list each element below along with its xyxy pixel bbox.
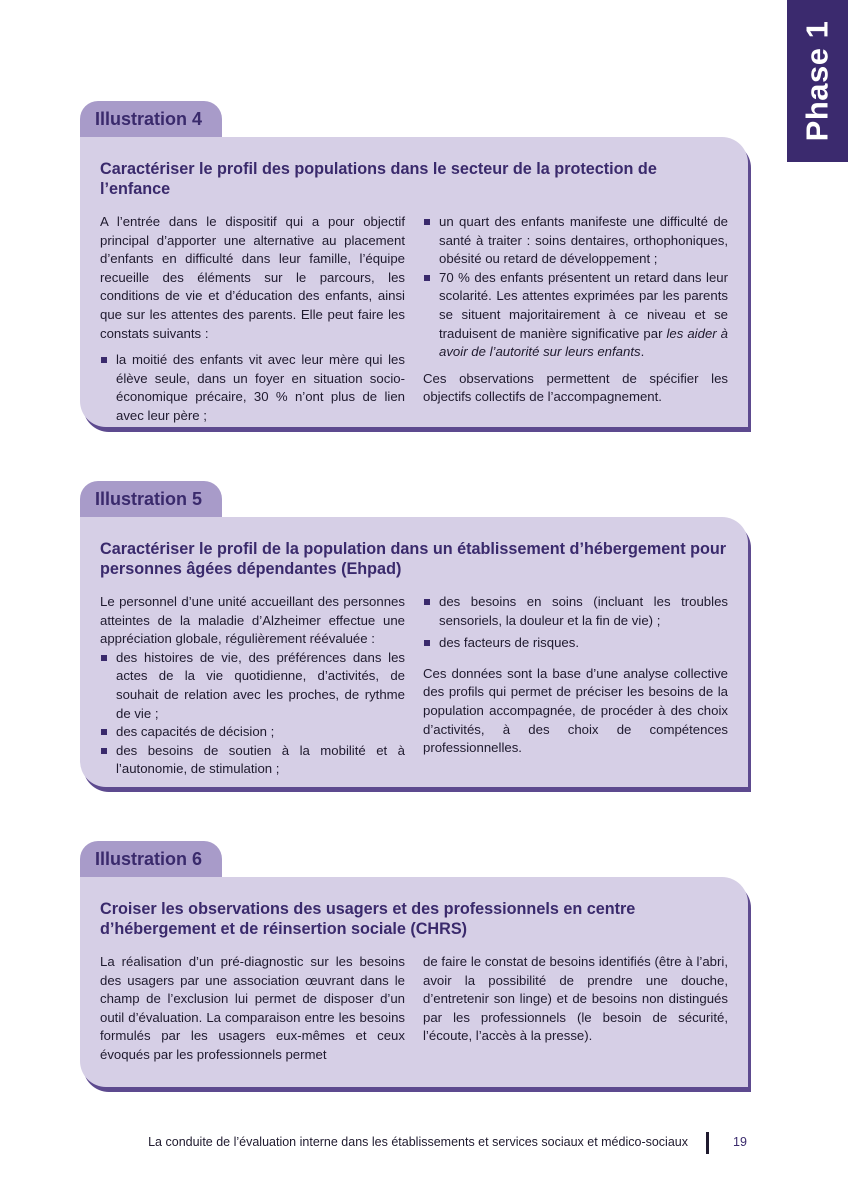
page-number: 19 bbox=[733, 1135, 747, 1149]
left-column bbox=[100, 213, 405, 434]
illustration-box bbox=[80, 517, 748, 787]
illustration-tab: Illustration 4 bbox=[80, 101, 222, 139]
phase-label: Phase 1 bbox=[799, 20, 835, 142]
illustration-box bbox=[80, 877, 748, 1087]
bullet-icon bbox=[101, 357, 107, 363]
bullet-icon bbox=[424, 599, 430, 605]
bullet-icon bbox=[101, 655, 107, 661]
list-item: des histoires de vie, des préférences dans les actes de la vie quotidienne, d’activités, de souhait de relation avec les proches, de rythme de vie ; bbox=[100, 649, 405, 723]
closing-paragraph: Ces données sont la base d’une analyse collective des profils qui permet de préciser les besoins de la population accompagnée, de procéder à des choix d’activités, à des choix de compétences professionnelles. bbox=[423, 665, 728, 756]
list-item: la moitié des enfants vit avec leur mère qui les élève seule, dans un foyer en situation socio-économique précaire, 30 % n’ont plus de lien avec leur père ; bbox=[100, 351, 405, 425]
right-column bbox=[423, 593, 728, 787]
list-item: des facteurs de risques. bbox=[423, 634, 728, 653]
bullet-icon bbox=[101, 729, 107, 735]
list-item: des besoins en soins (incluant les troubles sensoriels, la douleur et la fin de vie) ; bbox=[423, 593, 728, 630]
illustration-title: Croiser les observations des usagers et des professionnels en centre d’hébergement et de réinsertion sociale (CHRS) bbox=[100, 900, 636, 938]
list-item: 70 % des enfants présentent un retard dans leur scolarité. Les attentes exprimées par les parents se situent majoritairement à ce niveau et se traduisent de manière significative par les aider à avoir de l’autorité sur leurs enfants. bbox=[423, 269, 728, 362]
right-paragraph: de faire le constat de besoins identifiés (être à l’abri, avoir la possibilité de prendre une douche, d’entretenir son linge) et de besoins non distingués par les professionnels (le besoin de sécurité, l’écoute, l’accès à la presse). bbox=[423, 954, 728, 1044]
illustration-title: Caractériser le profil de la population dans un établissement d’hébergement pour personnes âgées dépendantes (Ehpad) bbox=[100, 540, 727, 578]
right-column bbox=[423, 213, 728, 434]
intro-paragraph: La réalisation d’un pré-diagnostic sur les besoins des usagers par une association œuvrant dans le champ de l’exclusion lui permet de disposer d’un outil d’évaluation. La comparaison entre les besoins formulés par les usagers eux-mêmes et ceux évoqués par les professionnels permet bbox=[100, 954, 405, 1062]
page-footer bbox=[0, 1132, 848, 1154]
illustration-tab: Illustration 5 bbox=[80, 481, 222, 519]
illustration-tab: Illustration 6 bbox=[80, 841, 222, 879]
intro-paragraph: A l’entrée dans le dispositif qui a pour objectif principal d’apporter une alternative au placement d’enfants en difficulté dans leur famille, l’équipe recueille des éléments sur le parcours, les conditions de vie et d’éducation des enfants, ainsi que sur les attentes des parents. Elle peut faire les constats suivants : bbox=[100, 214, 405, 341]
illustration-title: Caractériser le profil des populations dans le secteur de la protection de l’enfance bbox=[100, 160, 657, 198]
footer-divider bbox=[706, 1132, 709, 1154]
right-column bbox=[423, 953, 728, 1073]
closing-paragraph: Ces observations permettent de spécifier les objectifs collectifs de l’accompagnement. bbox=[423, 370, 728, 405]
list-item: des besoins de soutien à la mobilité et à l’autonomie, de stimulation ; bbox=[100, 742, 405, 779]
intro-paragraph: Le personnel d’une unité accueillant des personnes atteintes de la maladie d’Alzheimer effectue une appréciation globale, régulièrement réévaluée : bbox=[100, 594, 405, 647]
bullet-icon bbox=[424, 219, 430, 225]
illustration-box bbox=[80, 137, 748, 427]
list-item: un quart des enfants manifeste une difficulté de santé à traiter : soins dentaires, orthophoniques, obésité ou retard de développement ; bbox=[423, 213, 728, 269]
bullet-icon bbox=[424, 275, 430, 281]
left-column bbox=[100, 953, 405, 1073]
left-column bbox=[100, 593, 405, 787]
bullet-icon bbox=[424, 640, 430, 646]
italic-quote: les aider à avoir de l’autorité sur leurs enfants bbox=[439, 325, 729, 360]
footer-text: La conduite de l’évaluation interne dans les établissements et services sociaux et médico-sociaux bbox=[148, 1135, 688, 1149]
list-item: des capacités de décision ; bbox=[100, 723, 405, 742]
bullet-icon bbox=[101, 748, 107, 754]
phase-tab bbox=[787, 0, 848, 162]
